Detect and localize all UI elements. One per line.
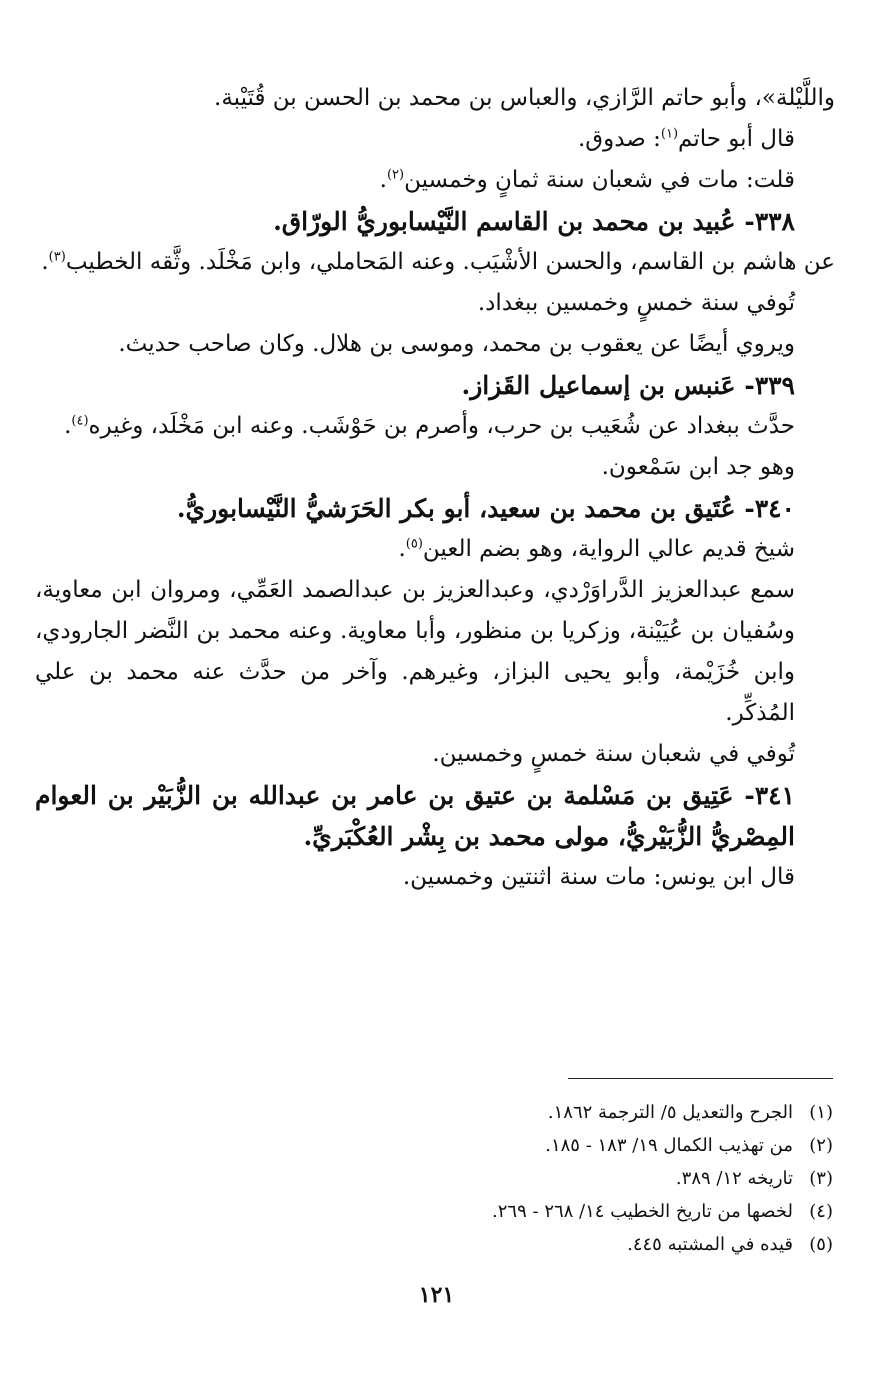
footnote [53, 1129, 833, 1162]
text-line [35, 734, 835, 775]
footnote [53, 1096, 833, 1129]
text-span: . [398, 536, 406, 562]
footnote-number: (٣) [809, 1168, 833, 1189]
text-span: حدَّث ببغداد عن شُعَيب بن حرب، وأصرم بن حَوْشَب. وعنه ابن مَخْلَد، وغيره [88, 413, 795, 439]
footnote-ref: (١) [660, 126, 679, 142]
text-line [35, 160, 835, 201]
entry-number: ٣٣٩- [744, 371, 795, 400]
text-span: قال ابن يونس: مات سنة اثنتين وخمسين. [402, 864, 795, 890]
text-line [35, 78, 835, 119]
footnote-text: قيده في المشتبه ٤٤٥. [627, 1234, 793, 1255]
entry-name: عَنبس بن إسماعيل القَزاز. [461, 371, 736, 400]
text-span: تُوفي في شعبان سنة خمسٍ وخمسين. [432, 741, 795, 767]
footnote-divider [568, 1078, 833, 1079]
footnotes [53, 1096, 833, 1261]
footnote [53, 1228, 833, 1261]
text-span: ويروي أيضًا عن يعقوب بن محمد، وموسى بن هلال. وكان صاحب حديث. [118, 331, 795, 357]
entry-name: عُبيد بن محمد بن القاسم النَّيْسابوريُّ الورّاق. [273, 207, 736, 236]
entry-heading [35, 488, 835, 529]
text-line [35, 283, 835, 324]
text-span: . [64, 413, 72, 439]
text-span: وهو جد ابن سَمْعون. [601, 454, 795, 480]
main-text [35, 78, 835, 898]
text-span: سمع عبدالعزيز الدَّراوَرْدي، وعبدالعزيز بن عبدالصمد العَمِّي، ومروان ابن معاوية، وسُفيان بن عُيَيْنة، وزكريا بن منظور، وأبا معاوية. وعنه محمد بن النَّضر الجارودي، وابن خُزَيْمة، وأبو يحيى البزاز، وغيرهم. وآخر من حدَّث عنه محمد بن علي المُذكِّر. [35, 577, 795, 726]
footnote [53, 1162, 833, 1195]
entry-heading [35, 775, 835, 857]
text-span: واللَّيْلة»، وأبو حاتم الرَّازي، والعباس بن محمد بن الحسن بن قُتَيْبة. [214, 85, 835, 111]
text-span: . [379, 167, 387, 193]
text-line [35, 324, 835, 365]
text-span: قال أبو حاتم [678, 126, 795, 152]
text-line [35, 570, 835, 734]
footnote-ref: (٥) [405, 536, 423, 552]
entry-name: عُتَيق بن محمد بن سعيد، أبو بكر الحَرَشيُّ النَّيْسابوريُّ. [176, 494, 736, 523]
entry-heading [35, 201, 835, 242]
footnote-text: من تهذيب الكمال ١٩/ ١٨٣ - ١٨٥. [545, 1135, 793, 1156]
footnote-number: (١) [809, 1102, 833, 1123]
text-line [35, 447, 835, 488]
entry-name: عَتِيق بن مَسْلمة بن عتيق بن عامر بن عبدالله بن الزُّبَيْر بن العوام المِصْريُّ الزُّبَيْريُّ، مولى محمد بن بِشْر العُكْبَريِّ. [35, 781, 795, 851]
text-line [35, 406, 835, 447]
text-span: قلت: مات في شعبان سنة ثمانٍ وخمسين [404, 167, 795, 193]
text-line [35, 529, 835, 570]
entry-number: ٣٤١- [744, 781, 795, 810]
footnote-number: (٢) [809, 1135, 833, 1156]
footnote-text: الجرح والتعديل ٥/ الترجمة ١٨٦٢. [547, 1102, 793, 1123]
text-line [35, 119, 835, 160]
entry-number: ٣٣٨- [744, 207, 795, 236]
footnote-text: لخصها من تاريخ الخطيب ١٤/ ٢٦٨ - ٢٦٩. [492, 1201, 793, 1222]
footnote-ref: (٣) [48, 249, 66, 265]
footnote-number: (٥) [809, 1234, 833, 1255]
text-span: : صدوق. [577, 126, 661, 152]
page-number: ١٢١ [418, 1282, 455, 1308]
text-line [35, 242, 835, 283]
footnote-text: تاريخه ١٢/ ٣٨٩. [675, 1168, 793, 1189]
text-span: عن هاشم بن القاسم، والحسن الأشْيَب. وعنه المَحاملي، وابن مَخْلَد. وثَّقه الخطيب [65, 249, 835, 275]
text-span: تُوفي سنة خمسٍ وخمسين ببغداد. [477, 290, 795, 316]
text-span: شيخ قديم عالي الرواية، وهو بضم العين [422, 536, 795, 562]
footnote [53, 1195, 833, 1228]
footnote-number: (٤) [809, 1201, 833, 1222]
text-span: . [41, 249, 49, 275]
footnote-ref: (٢) [386, 167, 405, 183]
text-line [35, 857, 835, 898]
entry-heading [35, 365, 835, 406]
entry-number: ٣٤٠- [744, 494, 795, 523]
footnote-ref: (٤) [71, 413, 89, 429]
